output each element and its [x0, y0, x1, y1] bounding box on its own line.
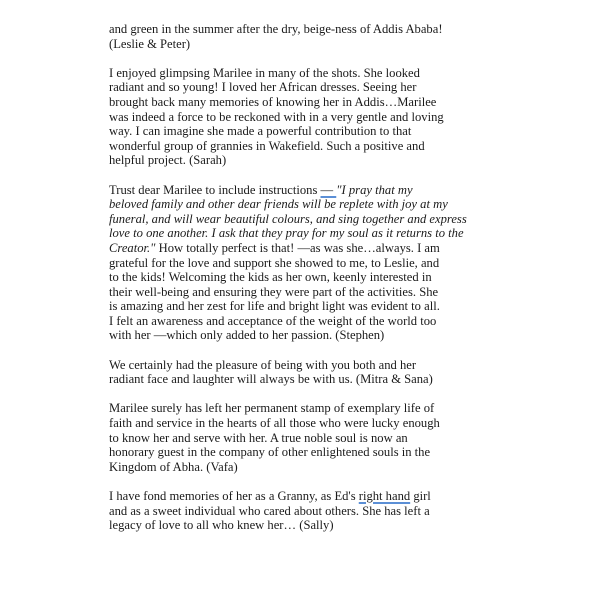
text-line: Marilee surely has left her permanent stamp of exemplary life of	[109, 401, 435, 416]
text-segment: Trust dear Marilee to include instructions	[109, 182, 321, 197]
text-line: was indeed a force to be reckoned with in a very gentle and loving	[109, 109, 444, 124]
text-line: legacy of love to all who knew her… (Sally)	[109, 518, 334, 533]
text-line: and as a sweet individual who cared about others. She has left a	[109, 503, 430, 518]
text-line: faith and service in the hearts of all those who were lucky enough	[109, 416, 440, 431]
text-line: helpful project. (Sarah)	[109, 153, 227, 168]
quote-line: love to one another. I ask that they pray for my soul as it returns to the	[109, 226, 464, 241]
text-segment: girl	[410, 489, 431, 503]
text-line: (Leslie & Peter)	[109, 36, 191, 51]
text-line	[109, 489, 471, 504]
paragraph-mitra-sana	[109, 358, 471, 387]
text-line: I felt an awareness and acceptance of the weight of the world too	[109, 313, 437, 328]
paragraph-sarah	[109, 66, 471, 168]
text-line: is amazing and her zest for life and bright light was evident to all.	[109, 299, 440, 314]
paragraph-sally	[109, 489, 471, 533]
text-line: radiant face and laughter will always be with us. (Mitra & Sana)	[109, 372, 433, 387]
text-line: brought back many memories of knowing her in Addis…Marilee	[109, 94, 437, 109]
quote-line: funeral, and will wear beautiful colours, and sing together and express	[109, 211, 467, 226]
text-line: radiant and so young! I loved her African dresses. Seeing her	[109, 80, 417, 95]
text-line: and green in the summer after the dry, beige-ness of Addis Ababa!	[109, 22, 443, 36]
spellcheck-flagged-phrase[interactable]: right hand	[358, 489, 411, 503]
text-segment: I have fond memories of her as a Granny, as Ed's	[109, 489, 359, 503]
text-line: to know her and serve with her. A true noble soul is now an	[109, 430, 408, 445]
quote-text: "I pray that my	[336, 182, 413, 197]
text-line: their well-being and ensuring they were part of the activities. She	[109, 284, 439, 299]
spellcheck-flagged-dash[interactable]: —	[320, 182, 337, 197]
document-body	[109, 22, 471, 547]
text-line: Kingdom of Abha. (Vafa)	[109, 459, 238, 474]
text-line	[109, 241, 471, 256]
text-line: with her —which only added to her passion. (Stephen)	[109, 328, 385, 343]
text-segment: How totally perfect is that! —as was she…always. I am	[155, 240, 440, 255]
text-line: to the kids! Welcoming the kids as her own, keenly interested in	[109, 270, 432, 285]
text-line: way. I can imagine she made a powerful contribution to that	[109, 124, 412, 139]
quote-text: Creator."	[109, 240, 156, 255]
text-line: honorary guest in the company of other enlightened souls in the	[109, 445, 431, 460]
quote-line: beloved family and other dear friends will be replete with joy at my	[109, 197, 448, 212]
text-line: wonderful group of grannies in Wakefield. Such a positive and	[109, 138, 425, 153]
text-line	[109, 183, 471, 198]
text-line: We certainly had the pleasure of being with you both and her	[109, 357, 417, 372]
text-line: I enjoyed glimpsing Marilee in many of the shots. She looked	[109, 65, 420, 80]
paragraph-stephen	[109, 183, 471, 344]
paragraph-vafa	[109, 401, 471, 474]
paragraph-leslie-peter	[109, 22, 471, 51]
text-line: grateful for the love and support she showed to me, to Leslie, and	[109, 255, 440, 270]
